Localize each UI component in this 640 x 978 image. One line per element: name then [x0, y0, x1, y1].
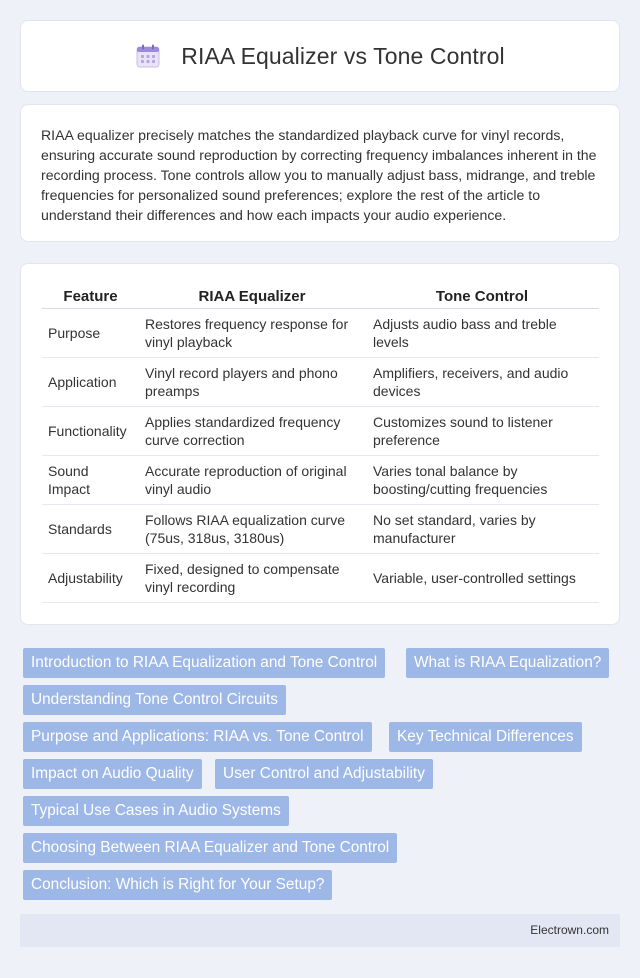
topic-link-user-control[interactable]: User Control and Adjustability [215, 759, 433, 789]
topic-link-audio-quality[interactable]: Impact on Audio Quality [23, 759, 202, 789]
table-header-row [42, 284, 599, 309]
table-cell: Sound Impact [42, 456, 139, 505]
table-cell: Adjustability [42, 554, 139, 603]
column-header: Tone Control [365, 284, 599, 309]
topic-link-what-is-riaa[interactable]: What is RIAA Equalization? [406, 648, 609, 678]
table-row [42, 358, 599, 407]
table-cell: Amplifiers, receivers, and audio devices [365, 358, 599, 407]
topic-link-conclusion[interactable]: Conclusion: Which is Right for Your Setup? [23, 870, 332, 900]
table-cell: Variable, user-controlled settings [365, 554, 599, 603]
topic-link-technical-differences[interactable]: Key Technical Differences [389, 722, 582, 752]
table-row [42, 407, 599, 456]
table-cell: No set standard, varies by manufacturer [365, 505, 599, 554]
topic-link-choosing[interactable]: Choosing Between RIAA Equalizer and Tone Control [23, 833, 397, 863]
table-cell: Fixed, designed to compensate vinyl recording [139, 554, 365, 603]
intro-card [20, 104, 620, 242]
calendar-icon [135, 43, 161, 69]
table-cell: Adjusts audio bass and treble levels [365, 309, 599, 358]
comparison-table [42, 284, 599, 603]
column-header: Feature [42, 284, 139, 309]
footer-site-name: Electrown.com [530, 923, 609, 937]
footer [20, 914, 620, 947]
table-row [42, 554, 599, 603]
table-row [42, 505, 599, 554]
page-title: RIAA Equalizer vs Tone Control [181, 42, 505, 69]
topic-link-introduction[interactable]: Introduction to RIAA Equalization and Tone Control [23, 648, 385, 678]
intro-text: RIAA equalizer precisely matches the standardized playback curve for vinyl records, ensuring accurate sound reproduction by correcting frequency imbalances inherent in the recording process. Tone controls allow you to manually adjust bass, midrange, and treble frequencies for personalized sound preferences; explore the rest of the article to understand their differences and how each impacts your audio experience. [41, 127, 597, 223]
table-cell: Vinyl record players and phono preamps [139, 358, 365, 407]
table-cell: Application [42, 358, 139, 407]
table-cell: Applies standardized frequency curve correction [139, 407, 365, 456]
table-cell: Follows RIAA equalization curve (75us, 318us, 3180us) [139, 505, 365, 554]
comparison-card [20, 263, 620, 625]
table-cell: Customizes sound to listener preference [365, 407, 599, 456]
table-cell: Varies tonal balance by boosting/cutting frequencies [365, 456, 599, 505]
topic-link-tone-control-circuits[interactable]: Understanding Tone Control Circuits [23, 685, 286, 715]
topic-link-purpose-applications[interactable]: Purpose and Applications: RIAA vs. Tone Control [23, 722, 372, 752]
table-cell: Purpose [42, 309, 139, 358]
column-header: RIAA Equalizer [139, 284, 365, 309]
table-cell: Restores frequency response for vinyl playback [139, 309, 365, 358]
table-row [42, 456, 599, 505]
table-cell: Standards [42, 505, 139, 554]
table-cell: Accurate reproduction of original vinyl audio [139, 456, 365, 505]
table-cell: Functionality [42, 407, 139, 456]
header-card [20, 20, 620, 92]
table-row [42, 309, 599, 358]
topic-link-use-cases[interactable]: Typical Use Cases in Audio Systems [23, 796, 289, 826]
